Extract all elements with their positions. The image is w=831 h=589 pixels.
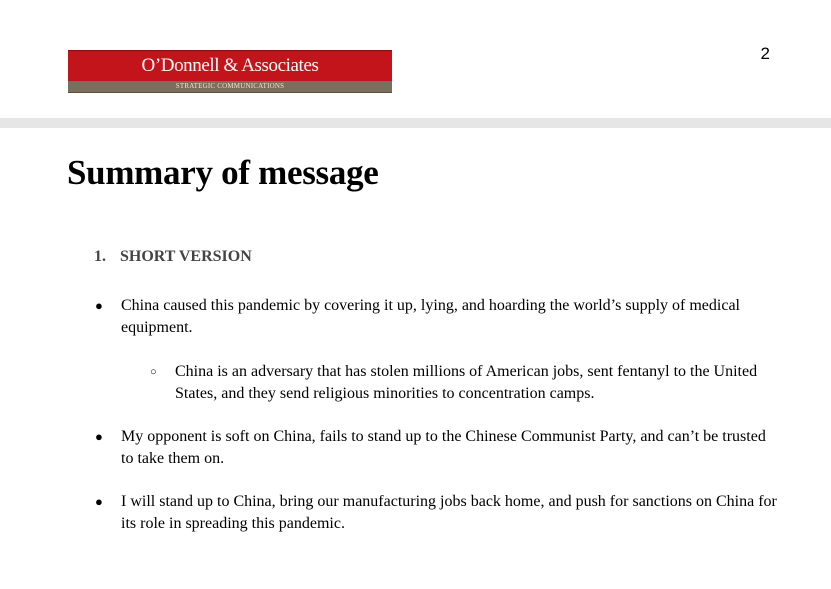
hollow-circle-icon: ○	[150, 366, 157, 378]
bullet-text: My opponent is soft on China, fails to stand up to the Chinese Communist Party, and can’t be trusted to take them on.	[121, 428, 766, 467]
header-divider	[0, 118, 831, 128]
company-logo	[68, 50, 392, 92]
bullet-item	[95, 426, 781, 470]
bullet-dot-icon: ●	[95, 494, 103, 509]
bullet-item	[95, 295, 781, 339]
sub-bullet-text: China is an adversary that has stolen millions of American jobs, sent fentanyl to the United States, and they send religious minorities to concentration camps.	[175, 363, 758, 402]
bullet-item	[95, 491, 781, 535]
section-number: 1.	[94, 248, 106, 265]
section-heading	[94, 246, 252, 268]
logo-name: O’Donnell & Associates	[68, 50, 392, 81]
page-number: 2	[760, 44, 770, 63]
bullet-text: China caused this pandemic by covering it up, lying, and hoarding the world’s supply of medical equipment.	[121, 297, 740, 336]
logo-tagline: STRATEGIC COMMUNICATIONS	[68, 81, 392, 93]
section-heading-label: SHORT VERSION	[120, 248, 252, 265]
bullet-dot-icon: ●	[95, 298, 103, 313]
page-title: Summary of message	[67, 153, 379, 192]
bullet-text: I will stand up to China, bring our manufacturing jobs back home, and push for sanctions on China for its role in spreading this pandemic.	[121, 493, 777, 532]
bullet-dot-icon: ●	[95, 429, 103, 444]
sub-bullet-item	[150, 361, 775, 405]
